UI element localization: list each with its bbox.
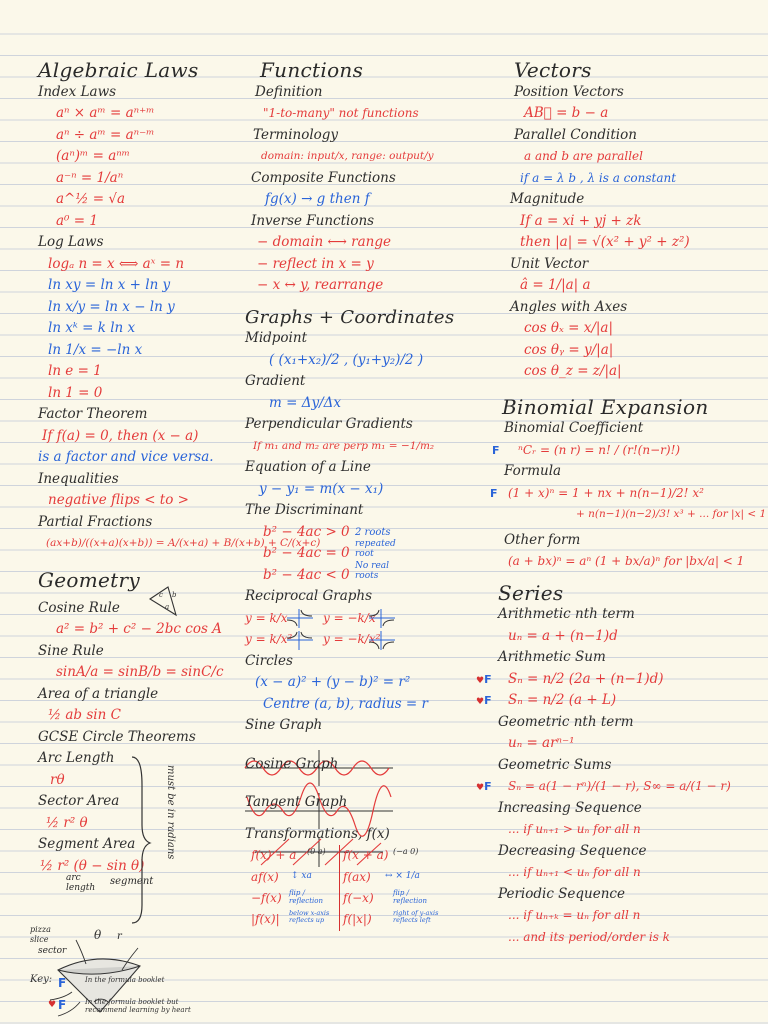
angle-z: cos θ_z = z/|a| xyxy=(524,363,622,379)
subheading-decreasing: Decreasing Sequence xyxy=(498,842,647,859)
heading-geometry: Geometry xyxy=(38,567,140,592)
recip-sketches-left xyxy=(285,608,325,651)
subheading-geometric-sums: Geometric Sums xyxy=(498,756,612,773)
subheading-cosine-rule: Cosine Rule xyxy=(38,599,120,616)
subheading-arithmetic-sum: Arithmetic Sum xyxy=(498,649,606,665)
subheading-unit-vector: Unit Vector xyxy=(510,255,589,272)
midpoint-formula: ( (x₁+x₂)/2 , (y₁+y₂)/2 ) xyxy=(269,351,424,368)
composite-text: fg(x) → g then f xyxy=(265,191,370,207)
discriminant-1: b² − 4ac > 0 2 roots xyxy=(245,522,500,544)
subheading-transformations: Transformations, f(x) xyxy=(245,825,390,842)
subheading-perpendicular: Perpendicular Gradients xyxy=(245,416,413,432)
circle-equation: (x − a)² + (y − b)² = r² xyxy=(255,674,411,690)
subheading-gcse-circle: GCSE Circle Theorems xyxy=(38,728,196,745)
transform-left-note-2: ↕ xa xyxy=(291,871,312,881)
subheading-index-laws: Index Laws xyxy=(38,83,117,100)
svg-text:c: c xyxy=(159,591,163,599)
subheading-partial-fractions: Partial Fractions xyxy=(38,513,153,530)
arithmetic-sum-2: ♥F Sₙ = n/2 (a + L) xyxy=(498,690,763,712)
periodic-rule-2: ... and its period/order is k xyxy=(508,929,670,944)
subheading-magnitude: Magnitude xyxy=(510,191,585,207)
formula-index-3: (aⁿ)ᵐ = aⁿᵐ xyxy=(56,148,131,164)
formula-log-4: ln xᵏ = k ln x xyxy=(48,320,136,336)
subheading-geometric-nth: Geometric nth term xyxy=(498,713,634,730)
radians-brace xyxy=(128,755,188,925)
equation-line-formula: y − y₁ = m(x − x₁) xyxy=(259,480,384,497)
definition-text: "1-to-many" not functions xyxy=(263,106,419,120)
subheading-formula: Formula xyxy=(504,463,562,479)
transform-left-3: −f(x) xyxy=(251,891,282,905)
transform-left-1: f(x) + a xyxy=(251,848,297,862)
heart-icon: ♥ xyxy=(48,1000,57,1010)
transform-right-1: f(x + a) xyxy=(343,848,389,862)
key-heart-text: In the formula booklet but recommend learning by heart xyxy=(85,998,191,1014)
subheading-terminology: Terminology xyxy=(253,126,339,143)
heading-functions: Functions xyxy=(260,58,364,82)
formula-sector-area: ½ r² θ xyxy=(46,814,88,831)
subheading-circles: Circles xyxy=(245,652,293,669)
formula-booklet-heart-marker: ♥F xyxy=(476,672,492,686)
subheading-sector-area: Sector Area xyxy=(38,793,120,809)
subheading-segment-area: Segment Area xyxy=(38,836,136,852)
subheading-cosine-graph: Cosine Graph xyxy=(245,755,339,772)
label-theta: θ xyxy=(94,928,102,942)
binomial-formula-2: + n(n−1)(n−2)/3! x³ + ... for |x| < 1 xyxy=(576,508,767,520)
formula-log-1: logₐ n = x ⟺ aˣ = n xyxy=(48,255,185,272)
magnitude-line-2: then |a| = √(x² + y² + z²) xyxy=(520,234,690,250)
key-f-marker: F xyxy=(58,976,67,990)
formula-index-5: a^½ = √a xyxy=(56,191,125,207)
subheading-arithmetic-nth: Arithmetic nth term xyxy=(498,606,635,622)
subheading-discriminant: The Discriminant xyxy=(245,502,364,518)
subheading-log-laws: Log Laws xyxy=(38,234,104,250)
key-row-booklet xyxy=(30,972,240,994)
unit-vector-formula: â = 1/|a| a xyxy=(520,277,591,293)
discriminant-2: b² − 4ac = 0 repeated root xyxy=(245,543,500,565)
subheading-periodic: Periodic Sequence xyxy=(498,885,625,902)
angle-x: cos θₓ = x/|a| xyxy=(524,320,614,336)
discriminant-note-3: No real roots xyxy=(355,560,390,581)
recip-label-2: y = −k/x xyxy=(323,610,376,625)
magnitude-line-1: If a = xi + yj + zk xyxy=(520,212,642,229)
transform-right-3: f(−x) xyxy=(343,891,374,905)
key-heart-f-marker: F xyxy=(58,998,67,1012)
discriminant-3: b² − 4ac < 0 No real roots xyxy=(245,565,500,587)
formula-booklet-heart-marker: ♥F xyxy=(476,780,492,793)
formula-sine-rule: sinA/a = sinB/b = sinC/c xyxy=(56,664,224,680)
subheading-equation-line: Equation of a Line xyxy=(245,459,371,475)
transform-right-note-2: ↔ × 1/a xyxy=(385,871,420,881)
inverse-3: − x ↔ y, rearrange xyxy=(257,277,384,293)
heading-vectors: Vectors xyxy=(514,58,592,82)
column-functions-graphs xyxy=(245,60,500,935)
formula-log-6: ln e = 1 xyxy=(48,363,102,379)
subheading-position-vectors: Position Vectors xyxy=(514,83,624,100)
formula-area-triangle: ½ ab sin C xyxy=(48,707,121,723)
label-sector: sector xyxy=(38,946,67,956)
formula-log-3: ln x/y = ln x − ln y xyxy=(48,298,175,315)
subheading-tangent-graph: Tangent Graph xyxy=(245,794,348,810)
formula-log-7: ln 1 = 0 xyxy=(48,384,103,401)
inverse-2: − reflect in x = y xyxy=(257,255,374,272)
formula-index-2: aⁿ ÷ aᵐ = aⁿ⁻ᵐ xyxy=(56,126,155,143)
increasing-rule: ... if uₙ₊₁ > uₙ for all n xyxy=(508,822,641,836)
svg-text:must be in radians: must be in radians xyxy=(165,765,176,860)
subheading-factor-theorem: Factor Theorem xyxy=(38,406,148,422)
subheading-definition: Definition xyxy=(255,83,323,100)
subheading-angles-axes: Angles with Axes xyxy=(510,298,628,315)
factor-line-2: is a factor and vice versa. xyxy=(38,449,214,465)
transform-right-4: f(|x|) xyxy=(343,912,372,926)
key-row-heart xyxy=(30,994,240,1016)
formula-segment-area: ½ r² (θ − sin θ) xyxy=(40,857,145,874)
svg-text:a: a xyxy=(165,603,170,611)
reciprocal-graphs xyxy=(245,608,500,651)
transform-right-note-3: flip / reflection xyxy=(393,889,427,905)
heading-series: Series xyxy=(498,580,564,605)
inverse-1: − domain ⟷ range xyxy=(257,234,391,250)
transform-right-note-4: right of y-axis reflects left xyxy=(393,909,439,924)
binomial-formula-1: F (1 + x)ⁿ = 1 + nx + n(n−1)/2! x² xyxy=(498,483,763,505)
heading-algebraic-laws: Algebraic Laws xyxy=(38,58,199,82)
parallel-line-1: a and b are parallel xyxy=(524,149,643,163)
binomial-other-formula: (a + bx)ⁿ = aⁿ (1 + bx/a)ⁿ for |bx/a| < 1 xyxy=(508,554,745,568)
discriminant-note-1: 2 roots xyxy=(355,526,391,538)
factor-line-1: If f(a) = 0, then (x − a) xyxy=(42,427,199,444)
subheading-arc-length: Arc Length xyxy=(38,750,115,766)
label-pizza-slice: pizza slice xyxy=(30,925,51,944)
formula-arc-length: rθ xyxy=(50,771,65,788)
subheading-binomial-coeff: Binomial Coefficient xyxy=(504,420,644,436)
formula-index-1: aⁿ × aᵐ = aⁿ⁺ᵐ xyxy=(56,105,155,121)
geometric-sum-formula: ♥F Sₙ = a(1 − rⁿ)/(1 − r), S∞ = a/(1 − r) xyxy=(498,776,763,798)
subheading-increasing: Increasing Sequence xyxy=(498,799,642,816)
subheading-inequalities: Inequalities xyxy=(38,470,119,487)
transform-left-2: af(x) xyxy=(251,870,279,884)
inequality-rule: negative flips < to > xyxy=(48,492,189,508)
subheading-other-form: Other form xyxy=(504,531,581,548)
recip-label-4: y = −k/x² xyxy=(323,631,381,646)
formula-log-2: ln xy = ln x + ln y xyxy=(48,277,171,293)
subheading-composite: Composite Functions xyxy=(251,169,396,186)
heading-graphs-coordinates: Graphs + Coordinates xyxy=(245,306,455,328)
arithmetic-sum-1: ♥F Sₙ = n/2 (2a + (n−1)d) xyxy=(498,669,763,691)
subheading-parallel: Parallel Condition xyxy=(514,126,637,143)
transform-left-4: |f(x)| xyxy=(251,912,280,926)
recip-label-1: y = k/x xyxy=(245,610,288,625)
subheading-sine-rule: Sine Rule xyxy=(38,642,104,659)
key-legend xyxy=(30,972,240,1016)
parallel-line-2: if a = λ b , λ is a constant xyxy=(520,170,677,185)
label-arc-length: arc length xyxy=(66,873,96,893)
vector-left: (−a 0) xyxy=(393,847,419,856)
vector-up: (0 a) xyxy=(307,847,326,856)
perpendicular-formula: If m₁ and m₂ are perp m₁ = −1/m₂ xyxy=(253,439,435,452)
formula-booklet-marker: F xyxy=(490,486,498,500)
formula-index-4: a⁻ⁿ = 1/aⁿ xyxy=(56,169,124,186)
subheading-reciprocal: Reciprocal Graphs xyxy=(245,588,373,604)
geometric-nth-formula: uₙ = arⁿ⁻¹ xyxy=(508,735,575,751)
partial-fractions-formula: (ax+b)/((x+a)(x+b)) = A/(x+a) + B/(x+b) + C/(x+c) xyxy=(46,537,321,549)
key-label: Key: xyxy=(30,974,53,985)
discriminant-note-2: repeated root xyxy=(355,539,396,559)
binomial-coeff-formula: F ⁿCᵣ = (n r) = n! / (r!(n−r)!) xyxy=(498,440,763,462)
svg-text:b: b xyxy=(172,591,177,599)
subheading-gradient: Gradient xyxy=(245,373,306,389)
arithmetic-nth-formula: uₙ = a + (n−1)d xyxy=(508,627,618,644)
subheading-sine-graph: Sine Graph xyxy=(245,717,323,733)
transform-right-2: f(ax) xyxy=(343,870,371,884)
formula-cosine-rule: a² = b² + c² − 2bc cos A xyxy=(56,621,222,637)
formula-index-6: a⁰ = 1 xyxy=(56,212,98,229)
circle-centre-radius: Centre (a, b), radius = r xyxy=(263,695,428,712)
formula-booklet-heart-marker: ♥F xyxy=(476,694,492,707)
decreasing-rule: ... if uₙ₊₁ < uₙ for all n xyxy=(508,865,641,879)
position-vector-formula: AB⃗ = b − a xyxy=(524,105,609,121)
formula-log-5: ln 1/x = −ln x xyxy=(48,341,143,358)
transform-left-note-4: below x-axis reflects up xyxy=(289,909,330,924)
recip-label-3: y = k/x² xyxy=(245,631,293,646)
formula-booklet-marker: F xyxy=(492,443,500,457)
label-r: r xyxy=(117,931,122,942)
terminology-text: domain: input/x, range: output/y xyxy=(261,150,434,162)
subheading-area-triangle: Area of a triangle xyxy=(38,685,159,702)
transformations-table xyxy=(245,845,500,935)
heading-binomial: Binomial Expansion xyxy=(502,394,709,419)
key-f-text: In the formula booklet xyxy=(85,976,165,984)
periodic-rule-1: ... if uₙ₊ₖ = uₙ for all n xyxy=(508,908,641,922)
label-segment: segment xyxy=(110,876,154,887)
subheading-inverse: Inverse Functions xyxy=(251,212,375,229)
transform-left-note-3: flip / reflection xyxy=(289,889,323,905)
angle-y: cos θᵧ = y/|a| xyxy=(524,341,614,358)
recip-sketches-right xyxy=(367,608,407,651)
column-vectors-series xyxy=(476,58,767,948)
gradient-formula: m = Δy/Δx xyxy=(269,394,341,411)
subheading-midpoint: Midpoint xyxy=(245,330,307,346)
